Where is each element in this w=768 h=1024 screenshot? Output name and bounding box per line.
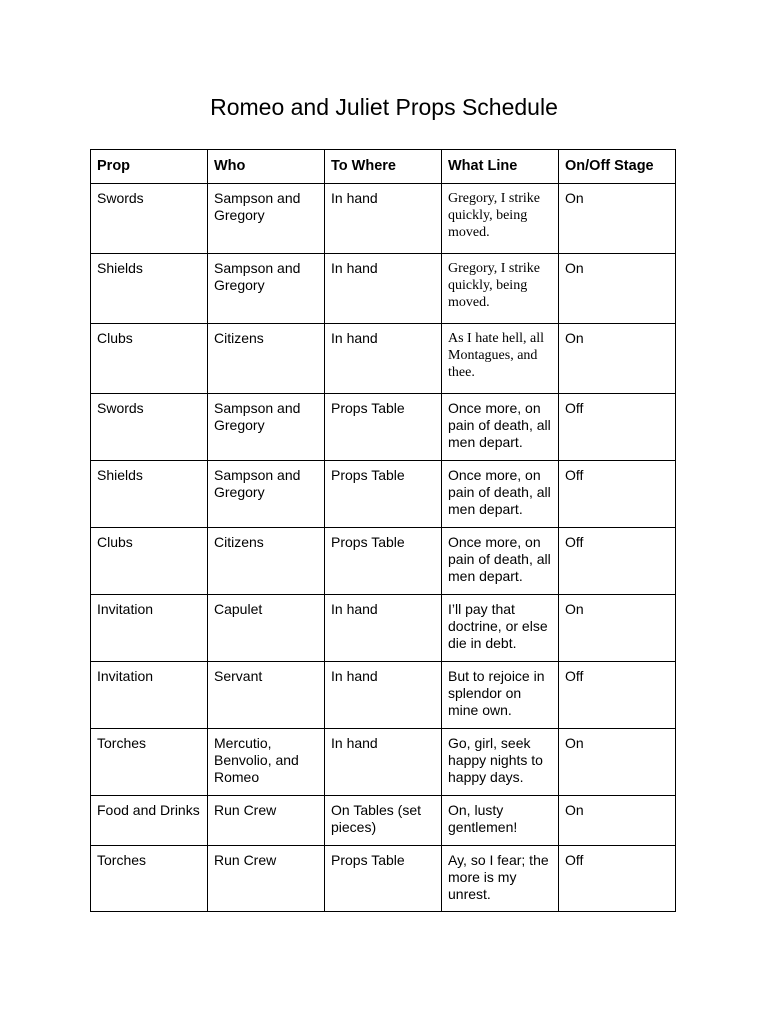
cell-prop: Torches: [91, 846, 208, 912]
cell-who: Mercutio, Benvolio, and Romeo: [208, 729, 325, 796]
cell-to-where: In hand: [325, 254, 442, 324]
cell-who: Citizens: [208, 324, 325, 394]
cell-prop: Clubs: [91, 324, 208, 394]
cell-to-where: In hand: [325, 324, 442, 394]
page-title: Romeo and Juliet Props Schedule: [210, 94, 558, 120]
cell-stage: Off: [559, 662, 676, 729]
table-row: [91, 846, 676, 912]
cell-stage: On: [559, 184, 676, 254]
cell-who: Servant: [208, 662, 325, 729]
cell-to-where: In hand: [325, 184, 442, 254]
cell-what-line: Once more, on pain of death, all men depart.: [442, 394, 559, 461]
cell-what-line: Gregory, I strike quickly, being moved.: [442, 254, 559, 324]
cell-stage: On: [559, 595, 676, 662]
cell-to-where: Props Table: [325, 846, 442, 912]
cell-stage: On: [559, 324, 676, 394]
table-row: [91, 324, 676, 394]
header-on-off-stage: On/Off Stage: [559, 150, 676, 184]
table-row: [91, 254, 676, 324]
cell-stage: Off: [559, 528, 676, 595]
cell-stage: On: [559, 254, 676, 324]
cell-stage: Off: [559, 394, 676, 461]
table-header-row: [91, 150, 676, 184]
table-row: [91, 595, 676, 662]
cell-what-line: As I hate hell, all Montagues, and thee.: [442, 324, 559, 394]
cell-what-line: On, lusty gentlemen!: [442, 796, 559, 846]
cell-prop: Shields: [91, 254, 208, 324]
header-who: Who: [208, 150, 325, 184]
cell-who: Run Crew: [208, 796, 325, 846]
header-prop: Prop: [91, 150, 208, 184]
cell-stage: Off: [559, 461, 676, 528]
cell-who: Sampson and Gregory: [208, 254, 325, 324]
table-row: [91, 528, 676, 595]
cell-who: Citizens: [208, 528, 325, 595]
cell-stage: On: [559, 729, 676, 796]
cell-what-line: Ay, so I fear; the more is my unrest.: [442, 846, 559, 912]
header-what-line: What Line: [442, 150, 559, 184]
table-row: [91, 394, 676, 461]
table-row: [91, 796, 676, 846]
cell-to-where: Props Table: [325, 394, 442, 461]
cell-prop: Clubs: [91, 528, 208, 595]
cell-stage: Off: [559, 846, 676, 912]
cell-what-line: Gregory, I strike quickly, being moved.: [442, 184, 559, 254]
cell-prop: Invitation: [91, 662, 208, 729]
cell-to-where: Props Table: [325, 528, 442, 595]
cell-to-where: On Tables (set pieces): [325, 796, 442, 846]
cell-who: Sampson and Gregory: [208, 184, 325, 254]
cell-what-line: Once more, on pain of death, all men depart.: [442, 528, 559, 595]
cell-prop: Swords: [91, 184, 208, 254]
cell-to-where: In hand: [325, 595, 442, 662]
cell-prop: Torches: [91, 729, 208, 796]
cell-what-line: But to rejoice in splendor on mine own.: [442, 662, 559, 729]
header-to-where: To Where: [325, 150, 442, 184]
cell-what-line: I’ll pay that doctrine, or else die in debt.: [442, 595, 559, 662]
table-row: [91, 729, 676, 796]
cell-what-line: Once more, on pain of death, all men depart.: [442, 461, 559, 528]
cell-who: Capulet: [208, 595, 325, 662]
cell-who: Run Crew: [208, 846, 325, 912]
props-schedule-table: [90, 149, 676, 912]
cell-prop: Shields: [91, 461, 208, 528]
table-row: [91, 184, 676, 254]
table-row: [91, 461, 676, 528]
cell-what-line: Go, girl, seek happy nights to happy days.: [442, 729, 559, 796]
table-row: [91, 662, 676, 729]
cell-stage: On: [559, 796, 676, 846]
cell-prop: Food and Drinks: [91, 796, 208, 846]
cell-prop: Swords: [91, 394, 208, 461]
cell-who: Sampson and Gregory: [208, 461, 325, 528]
cell-to-where: In hand: [325, 729, 442, 796]
cell-to-where: In hand: [325, 662, 442, 729]
cell-to-where: Props Table: [325, 461, 442, 528]
cell-who: Sampson and Gregory: [208, 394, 325, 461]
cell-prop: Invitation: [91, 595, 208, 662]
